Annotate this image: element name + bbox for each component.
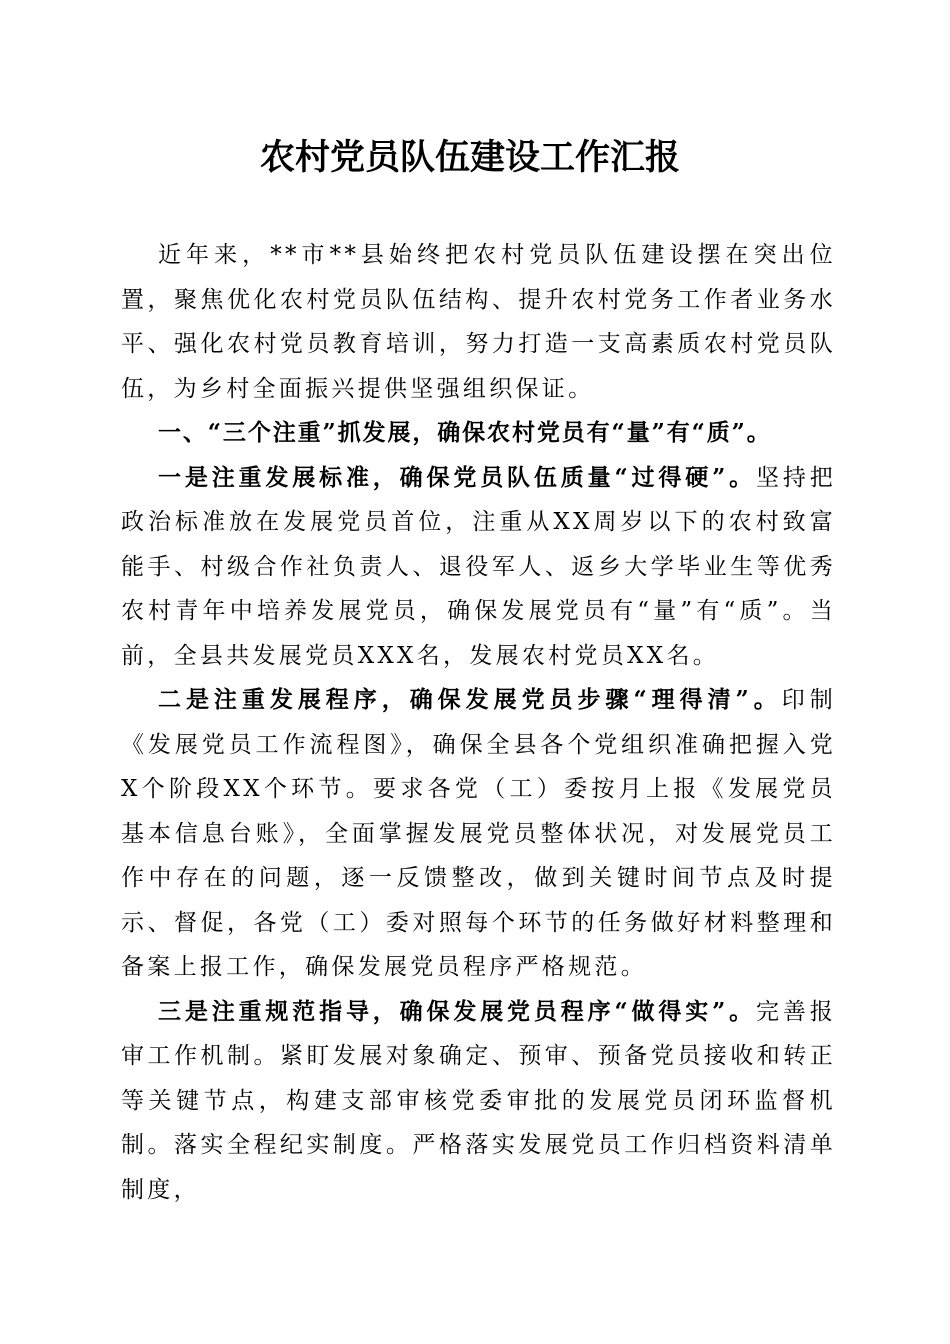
item-1-text: 坚持把政治标准放在发展党员首位，注重从XX周岁以下的农村致富能手、村级合作社负责人、退役军人、返乡大学毕业生等优秀农村青年中培养发展党员，确保发展党员有“量”有“质”。当前，全县共发展党员XXX名，发展农村党员XX名。 <box>121 464 836 669</box>
item-3-lead: 三是注重规范指导，确保发展党员程序“做得实”。 <box>158 997 756 1025</box>
item-2-lead: 二是注重发展程序，确保发展党员步骤“理得清”。 <box>158 686 782 713</box>
item-2-text: 印制《发展党员工作流程图》，确保全县各个党组织准确把握入党X个阶段XX个环节。要求各党（工）委按月上报《发展党员基本信息台账》，全面掌握发展党员整体状况，对发展党员工作中存在的问题，逐一反馈整改，做到关键时间节点及时提示、督促，各党（工）委对照每个环节的任务做好材料整理和备案上报工作，确保发展党员程序严格规范。 <box>121 687 837 980</box>
section-1-heading: 一、“三个注重”抓发展，确保农村党员有“量”有“质”。 <box>158 419 772 446</box>
item-1-paragraph <box>121 456 836 679</box>
document-title: 农村党员队伍建设工作汇报 <box>259 137 680 178</box>
item-1-lead: 一是注重发展标准，确保党员队伍质量“过得硬”。 <box>158 463 756 491</box>
item-3-text: 完善报审工作机制。紧盯发展对象确定、预审、预备党员接收和转正等关键节点，构建支部审核党委审批的发展党员闭环监督机制。落实全程纪实制度。严格落实发展党员工作归档资料清单制度， <box>121 998 836 1203</box>
intro-paragraph: 近年来，**市**县始终把农村党员队伍建设摆在突出位置，聚焦优化农村党员队伍结构、提升农村党务工作者业务水平、强化农村党员教育培训，努力打造一支高素质农村党员队伍，为乡村全面振兴提供坚强组织保证。 <box>121 242 836 402</box>
item-2-paragraph <box>121 678 836 990</box>
document-body <box>121 233 836 1212</box>
item-3-paragraph <box>121 990 836 1213</box>
